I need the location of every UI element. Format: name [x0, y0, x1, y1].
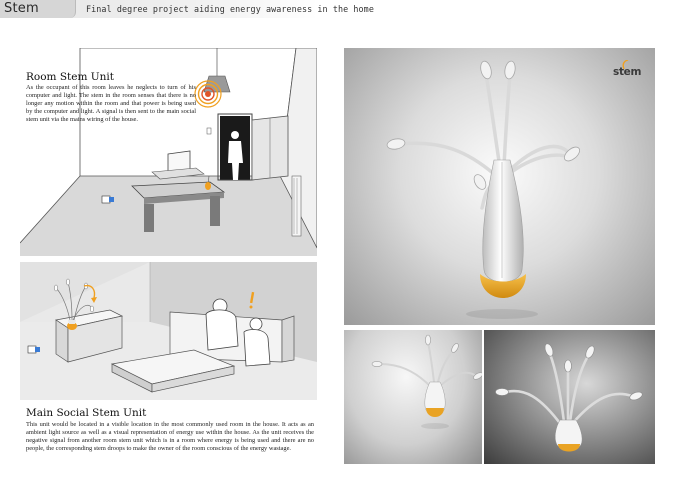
- render-dark-view: [484, 330, 655, 464]
- project-subtitle: Final degree project aiding energy awareness in the home: [86, 4, 374, 14]
- logo-text: stem: [613, 66, 642, 78]
- social-unit-description: This unit would be located in a visible location in the most commonly used room in the house. It acts as an ambient light source as well as a visual representation of energy use within the house. As the unit receives the negative signal from another room stem unit which is in a room where energy is being used and there are no people, the corresponding stem droops to make the owner of the room conscious of the energy wastage.: [26, 421, 314, 453]
- stem-logo: [612, 60, 646, 82]
- brand-title: Stem: [4, 1, 39, 16]
- render-side-view: [344, 330, 482, 464]
- room-unit-title: Room Stem Unit: [26, 71, 114, 83]
- header: [0, 0, 680, 20]
- social-illustration: [20, 262, 317, 400]
- concentric-rings-icon: [195, 81, 221, 107]
- social-unit-title: Main Social Stem Unit: [26, 407, 147, 419]
- room-unit-description: As the occupant of this room leaves he neglects to turn of his computer and light. The stem in the room senses that there is no longer any motion within the room and that power is being used by the computer and light. A signal is then sent to the main social stem unit via the mains wiring of the house.: [26, 84, 196, 124]
- brand-tab: [0, 0, 76, 18]
- hero-render: [344, 48, 655, 325]
